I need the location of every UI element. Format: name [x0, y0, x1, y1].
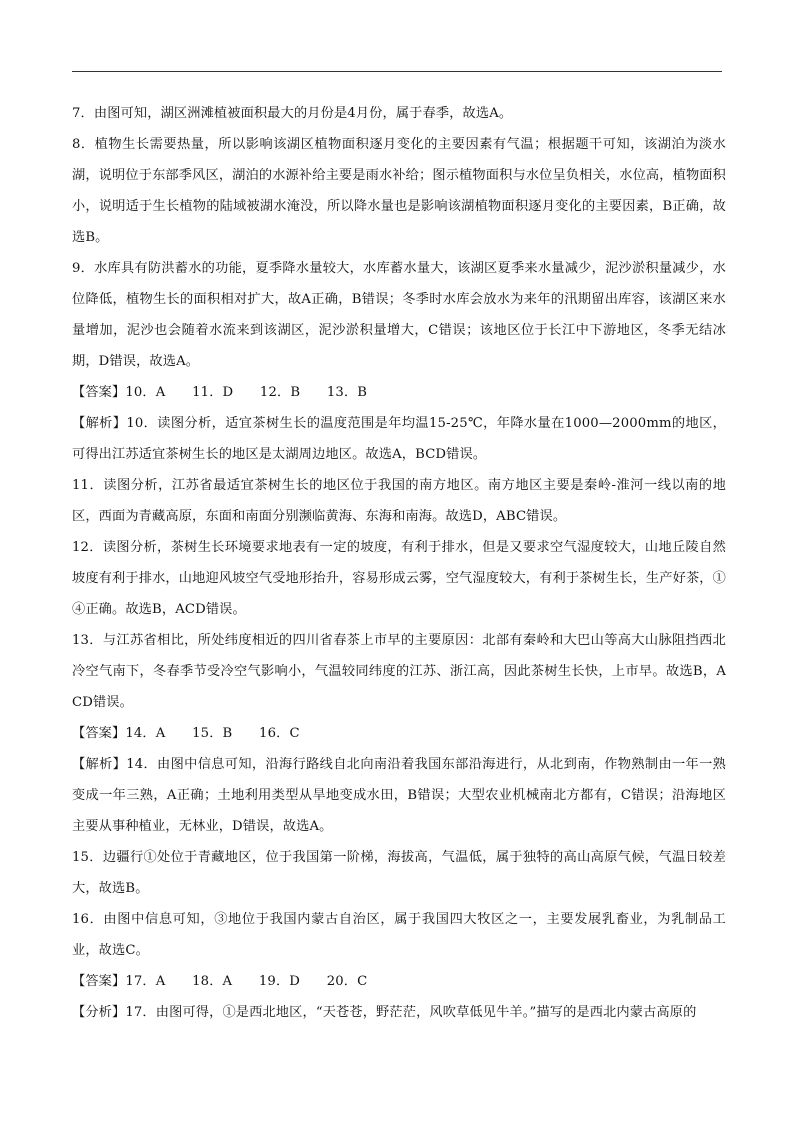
paragraph-q11: 11．读图分析，江苏省最适宜茶树生长的地区位于我国的南方地区。南方地区主要是秦岭-淮河一线以南的地区，西面为青藏高原，东面和南面分别濒临黄海、东海和南海。故选D，ABC错误。: [72, 478, 726, 524]
paragraph-q16: 16．由图中信息可知，③地位于我国内蒙古自治区，属于我国四大牧区之一，主要发展乳畜业，为乳制品工业，故选C。: [72, 912, 726, 958]
paragraph-q9: 9．水库具有防洪蓄水的功能，夏季降水量较大，水库蓄水量大，该湖区夏季来水量减少，泥沙淤积量减少，水位降低，植物生长的面积相对扩大，故A正确，B错误；冬季时水库会放水为来年的汛期留出库容，该湖区来水量增加，泥沙也会随着水流来到该湖区，泥沙淤积量增大，C错误；该地区位于长江中下游地区，冬季无结冰期，D错误，故选A。: [72, 261, 726, 369]
document-body: [72, 98, 726, 1028]
header-rule: [72, 71, 722, 72]
answer-line-17-20: 【答案】17．A 18．A 19．D 20．C: [72, 974, 368, 989]
paragraph-q15: 15．边疆行①处位于青藏地区，位于我国第一阶梯，海拔高，气温低，属于独特的高山高原气候，气温日较差大，故选B。: [72, 850, 726, 896]
analysis-q17: 【分析】17．由图可得，①是西北地区，“天苍苍，野茫茫，风吹草低见牛羊。”描写的是西北内蒙古高原的: [72, 1005, 697, 1020]
answer-line-14-16: 【答案】14．A 15．B 16．C: [72, 726, 300, 741]
paragraph-q12: 12．读图分析，茶树生长环境要求地表有一定的坡度，有利于排水，但是又要求空气湿度较大，山地丘陵自然坡度有利于排水，山地迎风坡空气受地形抬升，容易形成云雾，空气湿度较大，有利于茶树生长，生产好茶，①④正确。故选B，ACD错误。: [72, 540, 726, 617]
answer-line-10-13: 【答案】10．A 11．D 12．B 13．B: [72, 385, 368, 400]
paragraph-q7: 7．由图可知，湖区洲滩植被面积最大的月份是4月份，属于春季，故选A。: [72, 106, 513, 121]
paragraph-q8: 8．植物生长需要热量，所以影响该湖区植物面积逐月变化的主要因素有气温；根据题干可知，该湖泊为淡水湖，说明位于东部季风区，湖泊的水源补给主要是雨水补给；图示植物面积与水位呈负相关，水位高，植物面积小，说明适于生长植物的陆域被湖水淹没，所以降水量也是影响该湖植物面积逐月变化的主要因素，B正确，故选B。: [72, 137, 726, 245]
analysis-q14: 【解析】14．由图中信息可知，沿海行路线自北向南沿着我国东部沿海进行，从北到南，作物熟制由一年一熟变成一年三熟，A正确；土地利用类型从旱地变成水田，B错误；大型农业机械南北方都有，C错误；沿海地区主要从事种植业，无林业，D错误，故选A。: [72, 757, 726, 834]
paragraph-q13: 13．与江苏省相比，所处纬度相近的四川省春茶上市早的主要原因：北部有秦岭和大巴山等高大山脉阻挡西北冷空气南下，冬春季节受冷空气影响小，气温较同纬度的江苏、浙江高，因此茶树生长快，上市早。故选B，ACD错误。: [72, 633, 726, 710]
analysis-q10: 【解析】10．读图分析，适宜茶树生长的温度范围是年均温15-25℃，年降水量在1000—2000mm的地区，可得出江苏适宜茶树生长的地区是太湖周边地区。故选A，BCD错误。: [72, 416, 726, 462]
